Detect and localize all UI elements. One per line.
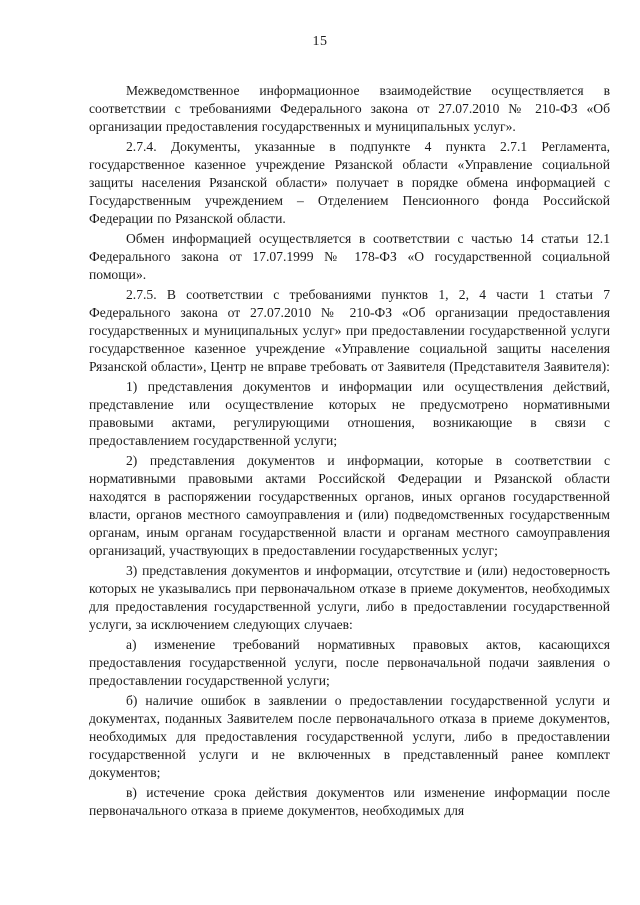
sub-item-b: б) наличие ошибок в заявлении о предоставлении государственной услуги и документах, поданных Заявителем после первоначального отказа в приеме документов, необходимых для предоставления государственной услуги, либо в предоставлении государственной услуги и не включенных в представленный ранее комплект документов; xyxy=(89,693,610,780)
paragraph-information-exchange: Обмен информацией осуществляется в соответствии с частью 14 статьи 12.1 Федерального закона от 17.07.1999 № 178-ФЗ «О государственной социальной помощи». xyxy=(89,231,610,282)
paragraph-2-7-4: 2.7.4. Документы, указанные в подпункте 4 пункта 2.7.1 Регламента, государственное казенное учреждение Рязанской области «Управление социальной защиты населения Рязанской области» получает в порядке обмена информацией с Государственным учреждением – Отделением Пенсионного фонда Российской Федерации по Рязанской области. xyxy=(89,139,610,226)
page-number: 15 xyxy=(312,34,328,49)
paragraph-interagency-interaction: Межведомственное информационное взаимодействие осуществляется в соответствии с требованиями Федерального закона от 27.07.2010 № 210-ФЗ «Об организации предоставления государственных и муниципальных услуг». xyxy=(89,83,610,134)
list-item-1: 1) представления документов и информации или осуществления действий, представление или осуществление которых не предусмотрено нормативными правовыми актами, регулирующими отношения, возникающие в связи с предоставлением государственной услуги; xyxy=(89,379,610,448)
paragraph-2-7-5: 2.7.5. В соответствии с требованиями пунктов 1, 2, 4 части 1 статьи 7 Федерального закона от 27.07.2010 № 210-ФЗ «Об организации предоставления государственных и муниципальных услуг» при предоставлении государственной услуги государственное казенное учреждение «Управление социальной защиты населения Рязанской области», Центр не вправе требовать от Заявителя (Представителя Заявителя): xyxy=(89,287,610,374)
document-body xyxy=(89,82,610,820)
list-item-3: 3) представления документов и информации, отсутствие и (или) недостоверность которых не указывались при первоначальном отказе в приеме документов, необходимых для предоставления государственной услуги, либо в предоставлении государственной услуги, за исключением следующих случаев: xyxy=(89,563,610,632)
sub-item-v: в) истечение срока действия документов или изменение информации после первоначального отказа в приеме документов, необходимых для xyxy=(89,785,610,818)
sub-item-a: а) изменение требований нормативных правовых актов, касающихся предоставления государственной услуги, после первоначальной подачи заявления о предоставлении государственной услуги; xyxy=(89,637,610,688)
list-item-2: 2) представления документов и информации, которые в соответствии с нормативными правовыми актами Российской Федерации и Рязанской области находятся в распоряжении государственных органов, иных органов государственной власти, органов местного самоуправления и (или) подведомственных государственным органам, иным органам государственной власти и органам местного самоуправления организаций, участвующих в предоставлении государственных услуг; xyxy=(89,453,610,558)
